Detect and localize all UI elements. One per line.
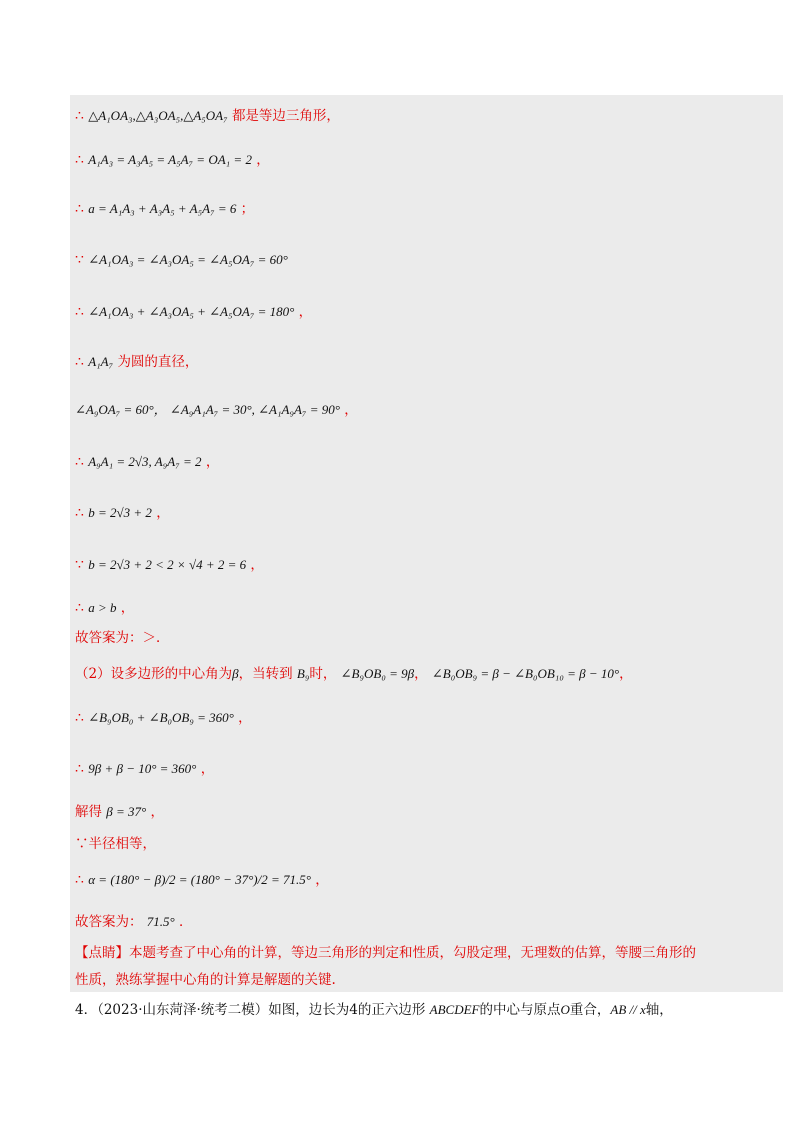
radius-equal: ∵半径相等， [75,836,156,852]
answer-2: 故答案为： 71.5° ． [75,914,193,930]
solution-line-10: ∵ b = 2√3 + 2 < 2 × √4 + 2 = 6 ， [75,557,264,573]
solution-panel [70,95,783,992]
solve-beta: 解得 β = 37° ， [75,804,165,820]
solution-line-4: ∵ ∠A₁OA₃ = ∠A₃OA₅ = ∠A₅OA₇ = 60° [75,252,288,268]
solution-line-8: ∴ A₉A₁ = 2√3, A₉A₇ = 2 ， [75,454,220,470]
solution-line-2: ∴ A₁A₃ = A₃A₅ = A₅A₇ = OA₁ = 2 ， [75,152,270,168]
solution-line-9: ∴ b = 2√3 + 2 ， [75,505,170,521]
solution-line-13: ∴ 9β + β − 10° = 360° ， [75,761,215,777]
part-2-intro: （2）设多边形的中心角为β，当转到 B₉时， ∠B₉OB₀ = 9β， ∠B₀OB₉ = β − ∠B₀OB₁₀ = β − 10°， [75,666,633,682]
solution-line-12: ∴ ∠B₉OB₀ + ∠B₀OB₉ = 360° ， [75,710,252,726]
solution-line-7: ∠A₉OA₇ = 60°， ∠A₉A₁A₇ = 30°, ∠A₁A₉A₇ = 90° ， [75,402,358,418]
question-4: 4．（2023·山东菏泽·统考二模）如图，边长为4的正六边形 ABCDEF的中心与原点O重合，AB // x轴， [75,1002,673,1018]
solution-line-1: ∴ △A₁OA₃,△A₃OA₅,△A₅OA₇ 都是等边三角形， [75,108,340,124]
answer-1: 故答案为：＞． [75,630,170,646]
comment-line-2: 性质，熟练掌握中心角的计算是解题的关键. [75,972,336,988]
solution-line-11: ∴ a > b ， [75,600,135,616]
solution-line-3: ∴ a = A₁A₃ + A₃A₅ + A₅A₇ = 6 ； [75,201,255,217]
alpha-line: ∴ α = (180° − β)/2 = (180° − 37°)/2 = 71.5° ， [75,872,329,888]
solution-line-6: ∴ A₁A₇ 为圆的直径， [75,354,199,370]
comment-line-1: 【点睛】本题考查了中心角的计算，等边三角形的判定和性质，勾股定理，无理数的估算，等腰三角形的 [75,945,696,961]
solution-line-5: ∴ ∠A₁OA₃ + ∠A₃OA₅ + ∠A₅OA₇ = 180° ， [75,304,313,320]
